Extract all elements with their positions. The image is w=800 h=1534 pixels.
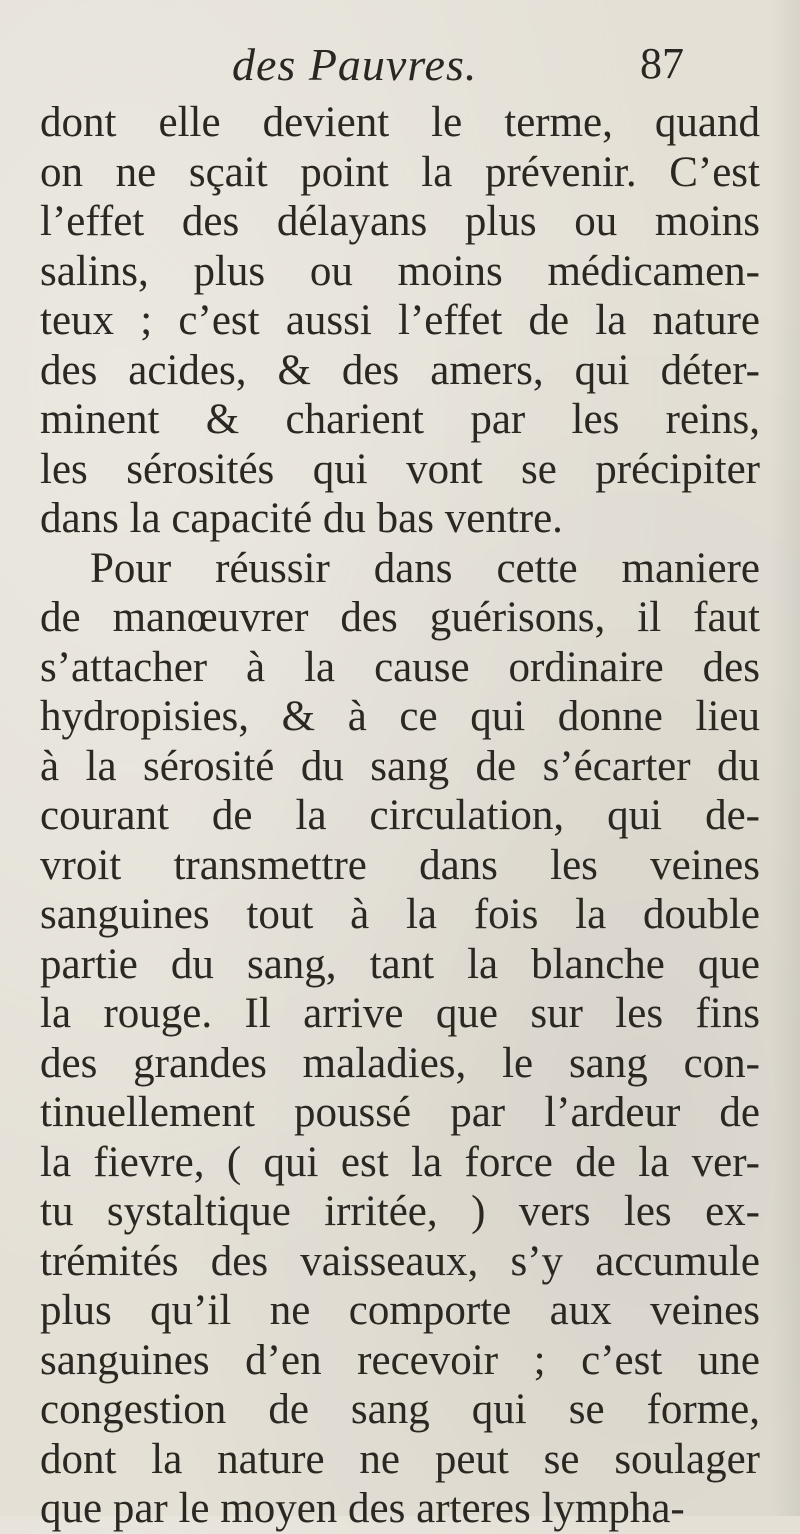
text-line: les sérosités qui vont se précipiter	[40, 445, 760, 493]
text-line: tinuellement poussé par l’ardeur de	[40, 1089, 760, 1136]
text-line: la rouge. Il arrive que sur les fins	[40, 990, 760, 1037]
text-line: trémités des vaisseaux, s’y accumule	[40, 1237, 760, 1285]
text-line: minent & charient par les reins,	[40, 396, 760, 443]
text-line: l’effet des délayans plus ou moins	[40, 198, 760, 245]
text-line: s’attacher à la cause ordinaire des	[40, 643, 760, 691]
text-line: hydropisies, & à ce qui donne lieu	[40, 693, 760, 740]
text-line: courant de la circulation, qui de-	[40, 792, 760, 839]
text-line: des acides, & des amers, qui déter-	[40, 346, 760, 394]
text-line: partie du sang, tant la blanche que	[40, 940, 760, 988]
text-line: Pour réussir dans cette maniere	[90, 544, 760, 592]
text-line: tu systaltique irritée, ) vers les ex-	[40, 1188, 760, 1235]
text-line: dont elle devient le terme, quand	[40, 99, 760, 146]
page-edge-shadow	[770, 0, 800, 1516]
text-line: plus qu’il ne comporte aux veines	[40, 1287, 760, 1334]
text-line: sanguines d’en recevoir ; c’est une	[40, 1336, 760, 1384]
text-line: à la sérosité du sang de s’écarter du	[40, 742, 760, 790]
text-line: salins, plus ou moins médicamen-	[40, 247, 760, 295]
body-text	[40, 98, 760, 1534]
page-number: 87	[640, 39, 684, 88]
text-line: dont la nature ne peut se soulager	[40, 1435, 760, 1483]
text-line: que par le moyen des arteres lympha-	[40, 1485, 685, 1532]
text-line: on ne sçait point la prévenir. C’est	[40, 148, 760, 196]
text-line: la fievre, ( qui est la force de la ver-	[40, 1138, 760, 1186]
text-line: vroit transmettre dans les veines	[40, 841, 760, 889]
text-line: dans la capacité du bas ventre.	[40, 495, 563, 542]
text-line: de manœuvrer des guérisons, il faut	[40, 594, 760, 641]
text-line: teux ; c’est aussi l’effet de la nature	[40, 297, 760, 344]
text-line: des grandes maladies, le sang con-	[40, 1039, 760, 1087]
running-title: des Pauvres.	[232, 39, 478, 90]
text-line: sanguines tout à la fois la double	[40, 891, 760, 938]
running-head	[0, 28, 800, 88]
text-line: congestion de sang qui se forme,	[40, 1386, 760, 1433]
